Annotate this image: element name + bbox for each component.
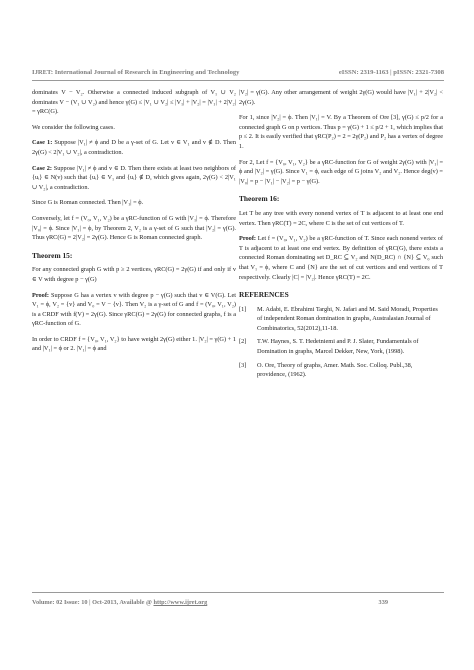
proof-16	[239, 234, 443, 282]
reference-text: T.W. Haynes, S. T. Hedetniemi and P. J. Slater, Fundamentals of Domination in graphs, Marcel Dekker, New, York, (1998).	[257, 338, 419, 356]
theorem-15-statement: For any connected graph G with p ≥ 2 vertices, γRC(G) = 2γ(G) if and only if v ∈ V with degree p − γ(G)	[32, 266, 236, 283]
left-paragraph-1: dominates V − V₂. Otherwise a connected induced subgraph of V₁ ∪ V₂ dominates V − (V₁ ∪ V₂) and hence γ(G) ≤ |V₁ ∪ V₂| ≤ |V₁| + |V₂| = |V₁| + 2|V₂| = γRC(G).	[32, 89, 236, 116]
proof-15-text: Suppose G has a vertex v with degree p − γ(G) such that v ∈ V(G). Let V₁ = ϕ, V₂ = {v} and V₀ = V − {v}. Then V₂ is a γ-set of G and f = (V₀, V₁, V₂) is a CRDF with f(V) = 2γ(G). Since γRC(G) = 2γ(G) for connected graphs, f is a γRC-function of G.	[32, 291, 236, 328]
issn-info: eISSN: 2319-1163 | pISSN: 2321-7308	[338, 69, 444, 76]
left-column	[32, 88, 236, 354]
reference-number: [2]	[239, 338, 247, 346]
reference-number: [1]	[239, 305, 247, 313]
right-column	[239, 88, 443, 384]
proof-15-label: Proof:	[32, 291, 50, 299]
proof-16-label: Proof:	[239, 235, 257, 243]
running-header	[32, 69, 444, 76]
left-paragraph-2: We consider the following cases.	[32, 123, 115, 131]
left-paragraph-5: In order to CRDF f = {V₀, V₁, V₂} to have weight 2γ(G) either 1. |V₂| = γ(G) + 1 and |V₁| = ϕ or 2. |V₁| = ϕ and	[32, 335, 236, 353]
footer-volume-text: Volume: 02 Issue: 10 | Oct-2013, Available @	[32, 599, 154, 606]
references-heading: REFERENCES	[239, 290, 289, 300]
reference-item	[239, 337, 443, 356]
case-2-label: Case 2:	[32, 164, 52, 172]
reference-item	[239, 361, 443, 380]
journal-name: IJRET: International Journal of Research in Engineering and Technology	[32, 69, 240, 76]
journal-website-link[interactable]: http://www.ijret.org	[153, 599, 208, 606]
reference-text: M. Adabi, E. Ebrahimi Targhi, N. Jafari and M. Said Moradi, Properties of independent Roman domination in graphs, Australasian Journal of Combinatorics, 52(2012),11-18.	[257, 305, 438, 332]
case-2-text: Suppose |V₁| ≠ ϕ and v ∈ D. Then there exists at least two neighbors of {uᵢ} ∈ N(v) such that {uᵢ} ∈ V₁ and {uᵢ} ∉ D, which gives again, 2γ(G) < 2|V₁ ∪ V₂|, a contradiction.	[32, 164, 237, 191]
case-2	[32, 164, 236, 193]
right-paragraph-3: For 2, Let f = {V₀, V₁, V₂} be a γRC-function for G of weight 2γ(G) with |V₁| = ϕ and |V₂| = γ(G). Since V₁ = ϕ, each edge of G joins V₂ and V₂. Hence deg(v) = |V₀| = p − |V₁| − |V₂| = p − γ(G).	[239, 158, 443, 185]
reference-item	[239, 305, 443, 334]
proof-15	[32, 291, 236, 329]
footer-rule	[32, 592, 444, 593]
reference-number: [3]	[239, 361, 247, 369]
footer-volume	[32, 599, 207, 606]
header-rule	[32, 80, 444, 81]
case-1	[32, 138, 236, 157]
running-footer	[32, 599, 388, 606]
proof-16-text: Let f = (V₀, V₁, V₂) be a γRC-function of T. Since each nonend vertex of T is adjacent to at least one end vertex. By definition of γRC(G), there exists a connected Roman dominating set D_RC ⊆ V₂ and N(D_RC) ∩ {N} ⊆ V₀ such that V₁ = ϕ, where C and {N} are the set of cut vertices and end vertices of T respectively. Clearly |C| = |V₂|. Hence γRC(T) = 2C.	[239, 235, 443, 281]
reference-text: O. Ore, Theory of graphs, Amer. Math. Soc. Colloq. Publ.,38, providence, (1962).	[257, 361, 413, 379]
left-paragraph-3: Since G is Roman connected. Then |V₁| = ϕ.	[32, 199, 144, 207]
theorem-15-heading: Theorem 15:	[32, 250, 73, 260]
case-1-text: Suppose |V₁| ≠ ϕ and D be a γ-set of G. Let v ∈ V₁ and v ∉ D. Then 2γ(G) < 2|V₁ ∪ V₂|, a contradiction.	[32, 139, 236, 156]
theorem-16-heading: Theorem 16:	[239, 194, 280, 204]
right-paragraph-2: For 1, since |V₂| = ϕ. Then |V₁| = V. By a Theorem of Ore [3], γ(G) ≤ p/2 for a connected graph G on p vertices. Thus p = γ(G) + 1 ≤ p/2 + 1, which implies that p ≤ 2. It is easily verified that γRC(P₂) = 2 = 2γ(P₂) and P₂ has a vertex of degree 1.	[239, 114, 443, 150]
case-1-label: Case 1:	[32, 139, 53, 147]
right-paragraph-1: |V₂| = γ(G). Any other arrangement of weight 2γ(G) would have |V₁| + 2|V₂| < 2γ(G).	[239, 89, 443, 106]
page-number: 339	[378, 599, 388, 606]
left-paragraph-4: Conversely, let f = (V₀, V₁, V₂) be a γRC-function of G with |V₁| = ϕ. Therefore |V₀| = ϕ. Since |V₁| = ϕ, by Theorem 2, V₂ is a γ-set of G such that |V₂| = γ(G). Thus γRC(G) = 2|V₂| = 2γ(G). Hence G is Roman connected graph.	[32, 214, 236, 242]
theorem-16-statement: Let T be any tree with every nonend vertex of T is adjacent to at least one end vertex. Then γRC(T) = 2C, where C is the set of cut vertices of T.	[239, 209, 443, 227]
